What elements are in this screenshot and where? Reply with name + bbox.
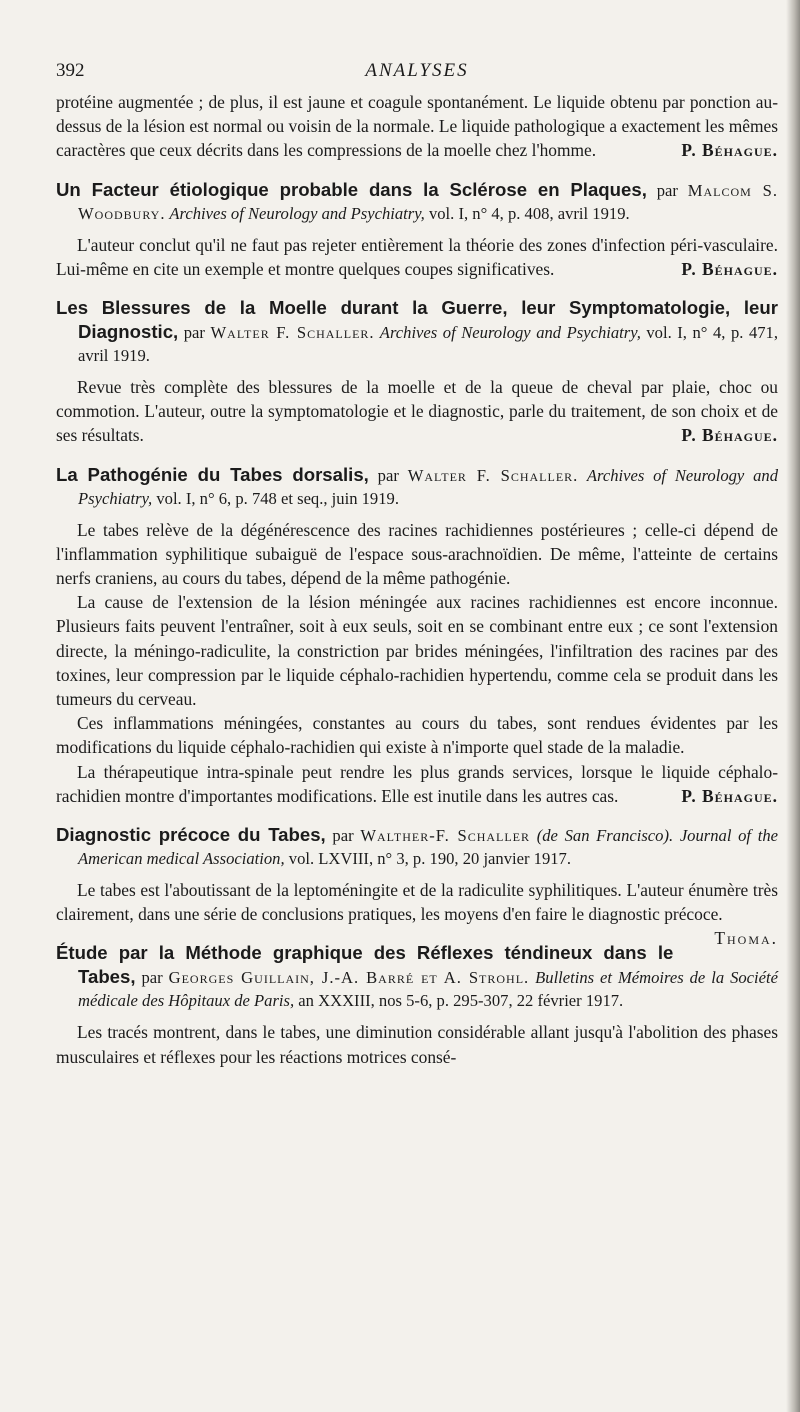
article-title: Étude par la Méthode graphique des Réflexes téndineux dans le Tabes, (56, 942, 674, 988)
article-heading (56, 296, 778, 367)
article-journal: Archives of Neurology and Psychiatry, (78, 465, 779, 508)
article-author: Walter F. Schaller. (407, 465, 579, 485)
article-reference: an XXXIII, nos 5-6, p. 295-307, 22 février 1917. (294, 991, 624, 1011)
article-title: Diagnostic précoce du Tabes, (56, 824, 326, 846)
paragraph-text: L'auteur conclut qu'il ne faut pas rejeter entièrement la théorie des zones d'infection péri-vasculaire. Lui-même en cite un exemple et montre quelques coupes significatives. (56, 234, 778, 279)
article (56, 823, 778, 949)
signature: Thoma. (714, 928, 778, 949)
paragraph-text: Le tabes est l'aboutissant de la leptoméningite et de la radiculite syphilitiques. L'auteur énumère très clairement, dans une série de conclusions pratiques, les moyens d'en faire le diagnostic précoce. (56, 880, 778, 925)
running-header (56, 56, 778, 90)
article-heading (56, 463, 778, 510)
article-journal: Archives of Neurology and Psychiatry, (374, 323, 641, 343)
article-heading (56, 178, 778, 225)
by-word: par (646, 180, 688, 200)
page-edge-shadow (786, 0, 800, 1412)
article-paragraph: Ces inflammations méningées, constantes au cours du tabes, sont rendues évidentes par les modifications du liquide céphalo-rachidien qui existe à n'importe quel stade de la maladie. (56, 713, 778, 758)
article (56, 178, 778, 281)
article-title: Un Facteur étiologique probable dans la Sclérose en Plaques, (56, 178, 647, 200)
article-body (56, 878, 778, 949)
signature: P. Béhague. (681, 140, 778, 161)
by-word: par (135, 968, 169, 988)
article (56, 941, 778, 1068)
article-author: Malcom S. Woodbury. (78, 180, 778, 223)
article-paragraph (56, 375, 778, 448)
article-paragraph (56, 760, 778, 808)
running-title: ANALYSES (365, 60, 469, 81)
article-heading (56, 941, 778, 1012)
article-reference: vol. I, n° 4, p. 471, avril 1919. (78, 323, 778, 366)
article-reference: vol. LXVIII, n° 3, p. 190, 20 janvier 1917. (284, 849, 572, 869)
article-heading (56, 823, 778, 870)
article-body (56, 1020, 778, 1068)
article-body (56, 375, 778, 448)
article-journal: Bulletins et Mémoires de la Société médicale des Hôpitaux de Paris, (78, 968, 778, 1011)
article-reference: vol. I, n° 6, p. 748 et seq., juin 1919. (152, 488, 399, 508)
page (56, 56, 778, 1069)
article-paragraph: La cause de l'extension de la lésion méningée aux racines rachidiennes est encore inconnue. Plusieurs faits peuvent l'entraîner, soit à eux seuls, soit en se combinant entre eux ; ce sont l'extension directe, la méningo-radiculite, la constriction par brides méningées, l'infiltration des racines par des toxines, leur compression par le liquide céphalo-rachidien hypertendu, comme cela se produit dans les tumeurs du cerveau. (56, 592, 778, 710)
article-journal: (de San Francisco). Journal of the American medical Association, (78, 826, 778, 869)
article-paragraph (56, 233, 778, 281)
article-body (56, 233, 778, 281)
article-paragraph: Le tabes relève de la dégénérescence des racines rachidiennes postérieures ; celle-ci dépend de l'inflammation syphilitique subaiguë de l'espace sous-arachnoïdien. De même, l'atteinte de certains nerfs craniens, au cours du tabes, dépend de la même pathogénie. (56, 519, 778, 589)
article-author: Walther-F. Schaller (360, 826, 531, 846)
article-body (56, 518, 778, 808)
signature: P. Béhague. (681, 258, 778, 279)
paragraph-text: Revue très complète des blessures de la moelle et de la queue de cheval par plaie, choc ou commotion. L'auteur, outre la symptomatologie et le diagnostic, parle du traitement, de son choix et de ses résultats. (56, 377, 778, 446)
intro-text: protéine augmentée ; de plus, il est jaune et coagule spontanément. Le liquide obtenu par ponction au-dessus de la lésion est normal ou voisin de la normale. Le liquide pathologique a exactement les mêmes caractères que ceux décrits dans les compressions de la moelle chez l'homme. (56, 92, 778, 161)
article-title: La Pathogénie du Tabes dorsalis, (56, 463, 369, 485)
page-number: 392 (56, 60, 85, 81)
signature: P. Béhague. (681, 785, 778, 806)
article-paragraph (56, 878, 778, 949)
by-word: par (178, 323, 211, 343)
article-author: Walter F. Schaller. (210, 323, 375, 343)
article-journal: Archives of Neurology and Psychiatry, (165, 203, 425, 223)
article (56, 463, 778, 808)
article-title: Les Blessures de la Moelle durant la Guerre, leur Symptomatologie, leur Diagnostic, (56, 297, 778, 343)
article (56, 296, 778, 448)
article-paragraph: Les tracés montrent, dans le tabes, une diminution considérable allant jusqu'à l'abolition des phases musculaires et réflexes pour les réactions motrices consé- (56, 1022, 778, 1067)
by-word: par (368, 465, 408, 485)
signature: P. Béhague. (681, 425, 778, 446)
intro-paragraph (56, 90, 778, 163)
article-reference: vol. I, n° 4, p. 408, avril 1919. (424, 203, 630, 223)
article-author: Georges Guillain, J.-A. Barré et A. Strohl. (168, 968, 530, 988)
paragraph-text: La thérapeutique intra-spinale peut rendre les plus grands services, lorsque le liquide céphalo-rachidien montre d'importantes modifications. Elle est inutile dans les autres cas. (56, 761, 778, 806)
by-word: par (325, 826, 361, 846)
